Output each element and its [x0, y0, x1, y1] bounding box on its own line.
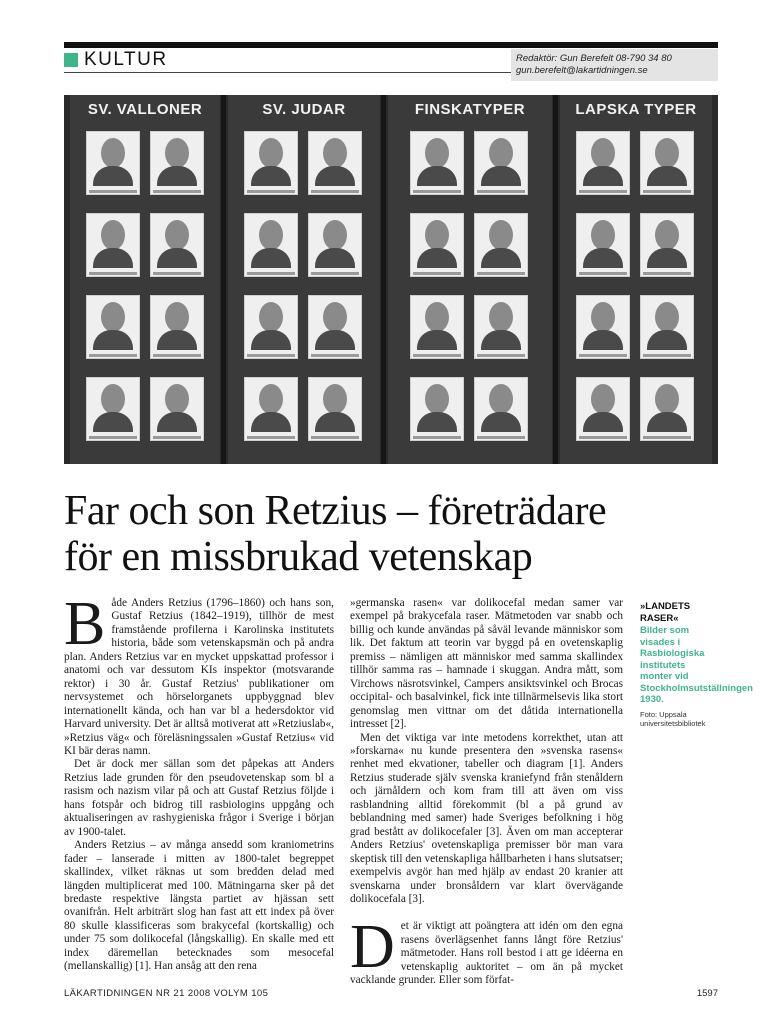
caption-title: »LANDETS RASER«: [640, 601, 691, 624]
paragraph: [350, 913, 623, 987]
portrait-photo: [86, 295, 140, 359]
paragraph: [64, 590, 334, 758]
portrait-photo: [474, 377, 528, 441]
portrait-photo: [244, 131, 298, 195]
portrait-photo: [410, 377, 464, 441]
portrait-photo: [410, 213, 464, 277]
portrait-photo: [244, 295, 298, 359]
headline-line-1: Far och son Retzius – företrädare: [64, 488, 607, 534]
portrait-photo: [86, 213, 140, 277]
portrait-photo: [308, 213, 362, 277]
editor-box: [511, 49, 718, 81]
board-title-lapskatyper: LAPSKA TYPER: [575, 101, 697, 118]
section-label: KULTUR: [84, 49, 168, 70]
dropcap: D: [350, 913, 395, 982]
portrait-photo: [640, 295, 694, 359]
portrait-photo: [410, 131, 464, 195]
dropcap: B: [64, 590, 106, 658]
section-color-mark: [64, 53, 78, 67]
portrait-photo: [308, 295, 362, 359]
board-title-finskatyper: FINSKATYPER: [414, 101, 526, 118]
portrait-photo: [244, 377, 298, 441]
portrait-photo: [308, 131, 362, 195]
headline-line-2: för en missbrukad vetenskap: [64, 534, 533, 580]
portrait-photo: [474, 131, 528, 195]
board-frame: [553, 95, 558, 464]
paragraph-text: åde Anders Retzius (1796–1860) och hans son, Gustaf Retzius (1842–1919), tillhör de mest framstående profilerna i Karolinska institutets historia, både som vetenskapsmän och på andra plan. Anders Retzius var en mycket uppskattad professor i anatomi och var dessutom KIs inspektor (motsvarande rektor) i 30 år. Gustaf Retzius' publikationer om nervsystemet och hörselorganets uppbyggnad blev internationellt kända, och han var bl a hedersdoktor vid Harvard university. Det är alltså motiverat att »Retziuslab«, »Retzius väg« och föreläsningssalen »Gustaf Retzius« vid KI bär deras namn.: [64, 597, 334, 757]
article-column-1: [64, 590, 334, 974]
paragraph: Anders Retzius – av många ansedd som kraniometrins fader – lanserade i mitten av 1800-talet begreppet skallindex, vilket räknas ut som bredden delad med längden multiplicerat med 100. Mätningarna sker på det bredaste respektive längsta partiet av hjässan sett ovanifrån. Helt arbiträrt slog han fast att ett index på över 80 skulle klassificeras som brakycefal (kortskallig) och under 75 som dolikocefal (långskallig). En skalle med ett index däremellan betecknades som mesocefal (mellanskallig) [1]. Han ansåg att den rena: [64, 839, 334, 973]
portrait-photo: [474, 213, 528, 277]
board-frame: [381, 95, 386, 464]
journal-footer: LÄKARTIDNINGEN NR 21 2008 VOLYM 105: [64, 988, 269, 999]
portrait-photo: [640, 131, 694, 195]
portrait-photo: [150, 213, 204, 277]
board-frame: [221, 95, 226, 464]
paragraph: Det är dock mer sällan som det påpekas att Anders Retzius lade grunden för den pseudovetenskap som bl a rasism och nazism vilar på och att Gustaf Retzius följde i hans fotspår och bidrog till rasbiologins uppgång och aktualiseringen av rashygieniska frågor i Sverige i början av 1900-talet.: [64, 758, 334, 838]
portrait-photo: [150, 377, 204, 441]
portrait-photo: [150, 295, 204, 359]
portrait-photo: [86, 377, 140, 441]
article-headline: [64, 488, 724, 580]
photo-caption: [640, 601, 753, 729]
portrait-photo: [150, 131, 204, 195]
portrait-photo: [576, 213, 630, 277]
photo-credit: Foto: Uppsala universitetsbibliotek: [640, 709, 706, 728]
article-column-2: [350, 597, 623, 988]
portrait-photo: [576, 131, 630, 195]
paragraph-text: et är viktigt att poängtera att idén om den egna rasens överlägsenhet fanns långt före Retzius' mätmetoder. Hans roll bestod i att ge idéerna en vetenskaplig auktoritet – om än på mycket vacklande grunder. Eller som förfat-: [350, 920, 623, 987]
portrait-photo: [576, 295, 630, 359]
caption-text: Bilder som visades i Rasbiologiska institutets monter vid Stockholmsutställningen 1930.: [640, 625, 753, 705]
page-number: 1597: [696, 988, 718, 999]
paragraph: Men det viktiga var inte metodens korrekthet, utan att »forskarna« nu kunde presentera den »svenska rasens« renhet med ekvationer, tabeller och diagram [1]. Anders Retzius studerade själv svenska kraniefynd från stenåldern och järnåldern och kom fram till att även om viss rasblandning alltid förekommit (bl a på grund av beblandning med samer) hade Sveriges befolkning i hög grad bestått av dolikocefaler [3]. Även om man accepterar Anders Retzius' ovetenskapliga premisser bör man vara skeptisk till den vetenskapliga hållbarheten i hans slutsatser; exempelvis avgör han med hjälp av endast 20 kranier att svenskarna under bronsåldern var klart övervägande dolikocefala [3].: [350, 731, 623, 905]
board-title-judar: SV. JUDAR: [262, 101, 346, 118]
portrait-photo: [410, 295, 464, 359]
portrait-photo: [308, 377, 362, 441]
header-top-rule: [64, 42, 718, 48]
editor-email: gun.berefelt@lakartidningen.se: [516, 65, 648, 76]
editor-contact: Redaktör: Gun Berefelt 08-790 34 80: [516, 53, 672, 64]
portrait-photo: [474, 295, 528, 359]
portrait-photo: [640, 213, 694, 277]
paragraph: »germanska rasen« var dolikocefal medan samer var exempel på brakycefala raser. Mätmetoden var snabb och billig och kunde användas på såväl levande människor som lik. Det faktum att teorin var byggd på en ovetenskaplig premiss – nämligen att människor med samma skallindex tillhör samma ras – hamnade i skuggan. Andra mått, som Virchows näsrotsvinkel, Campers ansiktsvinkel och Brocas occipital- och basalvinkel, fick inte tillnärmelsevis lika stort genomslag men vittnar om det dåtida internationella intresset [2].: [350, 597, 623, 731]
portrait-photo: [86, 131, 140, 195]
portrait-photo: [640, 377, 694, 441]
portrait-photo: [576, 377, 630, 441]
exhibition-photo: [64, 95, 718, 464]
board-title-valloner: SV. VALLONER: [87, 101, 203, 118]
portrait-photo: [244, 213, 298, 277]
